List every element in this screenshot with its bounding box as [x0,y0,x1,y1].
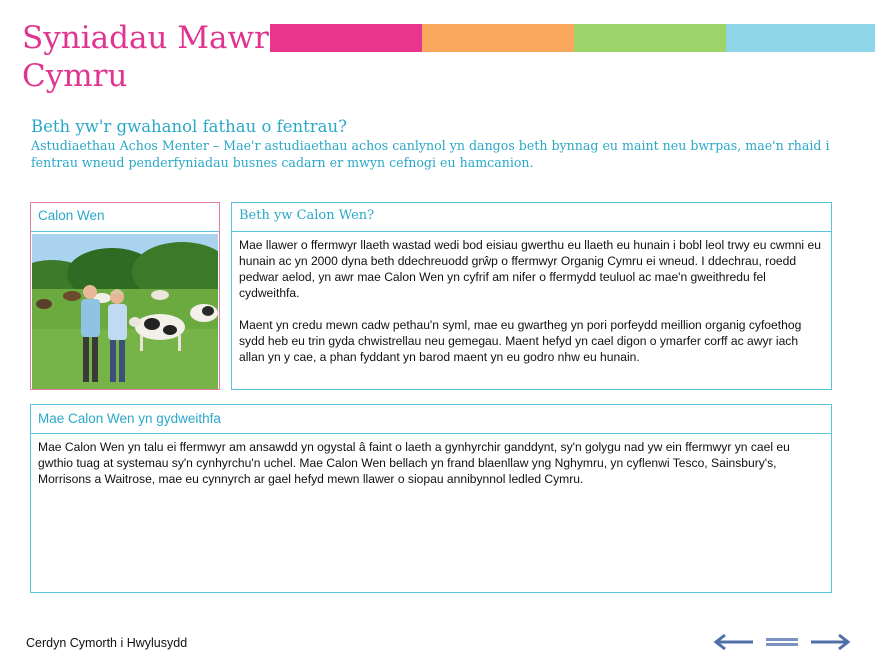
color-stripe-pink [270,24,422,52]
coop-box [30,404,832,593]
photo-box-title: Calon Wen [31,203,219,232]
about-box-body [239,237,825,365]
about-paragraph-1: Mae llawer o ffermwyr llaeth wastad wedi bod eisiau gwerthu eu llaeth eu hunain i bobl leol trwy eu cwmni eu hunain ac yn 2000 dyna beth ddechreuodd grŵp o ffermwyr Organig Cymru ei wneud. I ddechrau, roedd pedwar aelod, yn awr mae Calon Wen yn cyfrif am nifer o ffermydd teuluol ac mae'n gweithredu fel cydweithfa. [239,238,821,300]
brand-title: Syniadau Mawr [22,20,269,56]
color-stripe-blue [726,24,875,52]
farmers-photo [32,234,218,389]
intro-text: Astudiaethau Achos Menter – Mae'r astudiaethau achos canlynol yn dangos beth bynnag eu maint neu bwrpas, mae'n rhaid i fentrau wneud penderfyniadau busnes cadarn er mwyn cefnogi eu hamcanion. [31,138,830,170]
brand-subtitle: Cymru [22,58,128,94]
about-paragraph-2: Maent yn credu mewn cadw pethau'n syml, mae eu gwartheg yn pori porfeydd meillion organig cyfoethog sydd heb eu trin gyda chwistrellau neu gemegau. Maent hefyd yn cael digon o ymarfer corff ac awyr iach allan yn y cae, a phan fyddant yn barod maent yn eu godro nhw eu hunain. [239,318,802,364]
color-stripe-green [574,24,726,52]
coop-box-title: Mae Calon Wen yn gydweithfa [31,405,831,434]
forward-arrow-icon[interactable] [809,632,853,652]
color-stripe-orange [422,24,574,52]
photo-box [30,202,220,390]
coop-box-body: Mae Calon Wen yn talu ei ffermwyr am ansawdd yn ogystal â faint o laeth a gynhyrchir ganddynt, sy'n golygu nad yw ein ffermwyr yn cael eu gwthio tuag at systemau sy'n cynhyrchu'n uchel. Mae Calon Wen bellach yn frand blaenllaw yng Nghymru, yn cyflenwi Tesco, Sainsbury's, Morrisons a Waitrose, mae eu cynnyrch ar gael hefyd mewn llawer o siopau annibynnol ledled Cymru. [38,440,790,486]
about-box [231,202,832,390]
menu-icon[interactable] [764,632,800,652]
farmers-cows-image [32,234,218,389]
footer-label: Cerdyn Cymorth i Hwylusydd [26,636,188,650]
about-box-title: Beth yw Calon Wen? [232,203,831,232]
back-arrow-icon[interactable] [711,632,755,652]
page-heading: Beth yw'r gwahanol fathau o fentrau? [31,117,347,136]
